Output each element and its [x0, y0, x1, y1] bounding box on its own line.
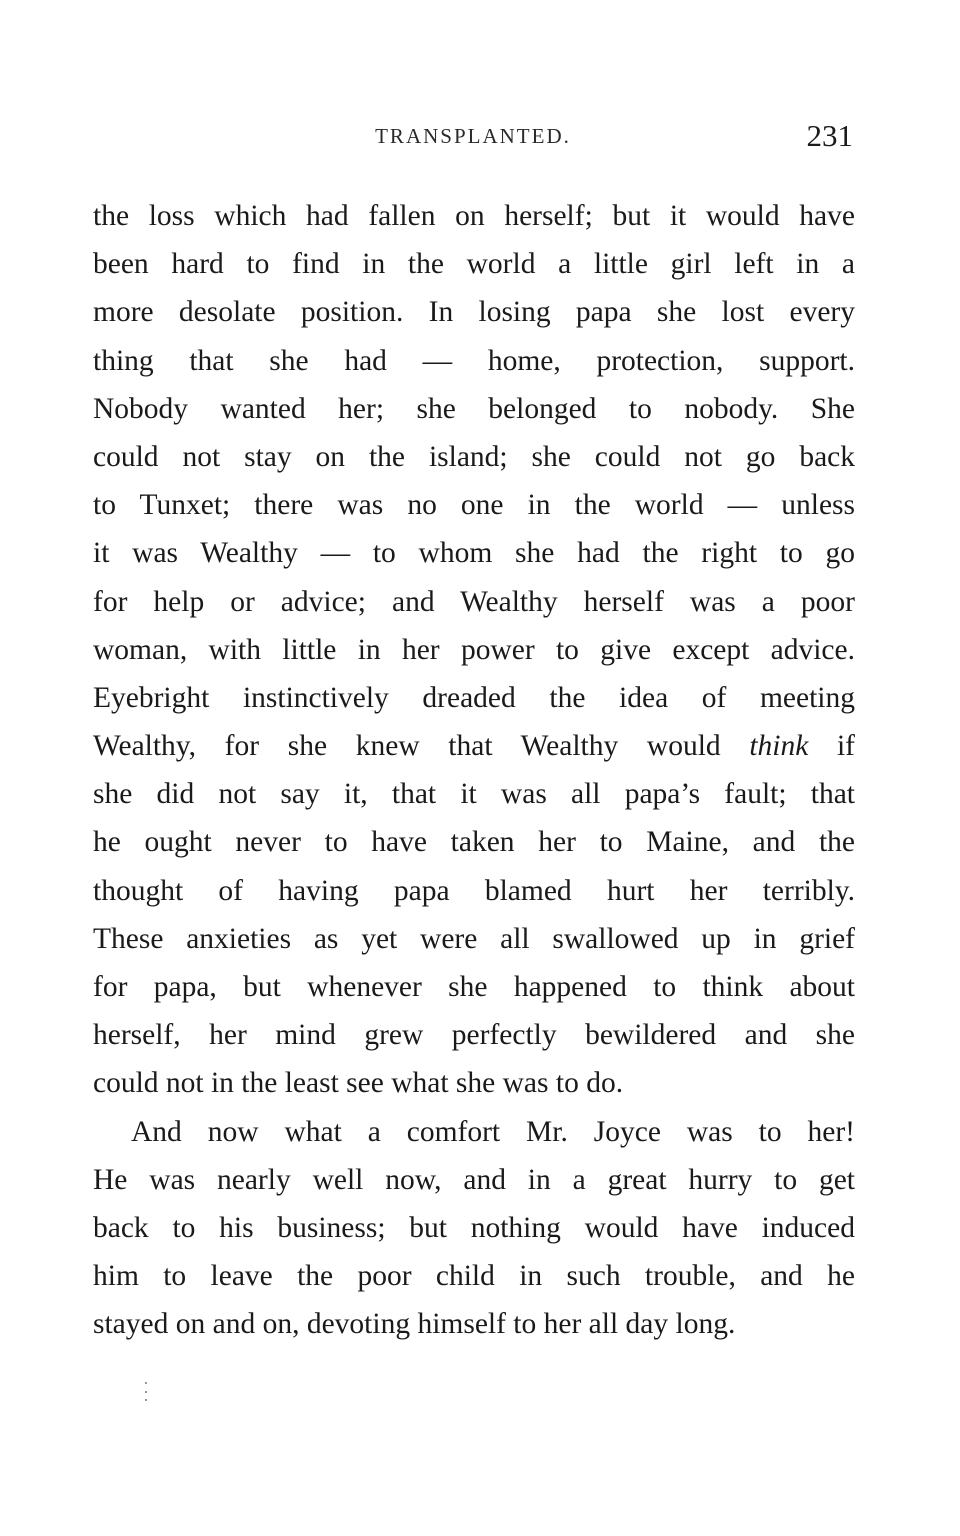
text-line: stayed on and on, devoting himself to her all day long. [93, 1308, 736, 1341]
text-line: could not stay on the island; she could not go back [93, 440, 855, 473]
text-line: He was nearly well now, and in a great hurry to get [93, 1163, 855, 1196]
text-line: been hard to find in the world a little girl left in a [93, 248, 855, 281]
text-line: for help or advice; and Wealthy herself was a poor [93, 585, 855, 618]
speck [145, 1399, 147, 1401]
text-line: thing that she had — home, protection, support. [93, 344, 855, 377]
text-line: she did not say it, that it was all papa’s fault; that [93, 778, 855, 811]
text-line: herself, her mind grew perfectly bewildered and she [93, 1019, 855, 1052]
emphasis: think [749, 730, 809, 763]
text-line: it was Wealthy — to whom she had the right to go [93, 537, 855, 570]
body-text [93, 192, 855, 1349]
running-head [93, 118, 853, 158]
text-line: he ought never to have taken her to Maine, and the [93, 826, 855, 859]
running-title: TRANSPLANTED. [375, 124, 571, 148]
print-specks [145, 1382, 149, 1402]
text-line: back to his business; but nothing would have induced [93, 1211, 855, 1244]
text-line: Wealthy, for she knew that Wealthy would think if [93, 730, 855, 763]
text-line: Eyebright instinctively dreaded the idea of meeting [93, 681, 855, 714]
paragraph [93, 192, 855, 1108]
text-line: thought of having papa blamed hurt her terribly. [93, 874, 855, 907]
text-line: And now what a comfort Mr. Joyce was to her! [131, 1115, 855, 1148]
text-line: the loss which had fallen on herself; but it would have [93, 200, 855, 232]
text-line: more desolate position. In losing papa she lost every [93, 296, 855, 329]
text-line: Nobody wanted her; she belonged to nobody. She [93, 392, 855, 425]
text-line: for papa, but whenever she happened to think about [93, 971, 855, 1003]
page-number: 231 [806, 118, 853, 153]
paragraph [93, 1108, 855, 1349]
text-line: These anxieties as yet were all swallowed up in grief [93, 922, 855, 955]
speck [145, 1391, 147, 1393]
text-line: could not in the least see what she was to do. [93, 1067, 624, 1100]
text-line: woman, with little in her power to give except advice. [93, 633, 855, 666]
text-line: him to leave the poor child in such trouble, and he [93, 1260, 855, 1293]
text-line: to Tunxet; there was no one in the world — unless [93, 489, 855, 522]
speck [145, 1382, 147, 1384]
